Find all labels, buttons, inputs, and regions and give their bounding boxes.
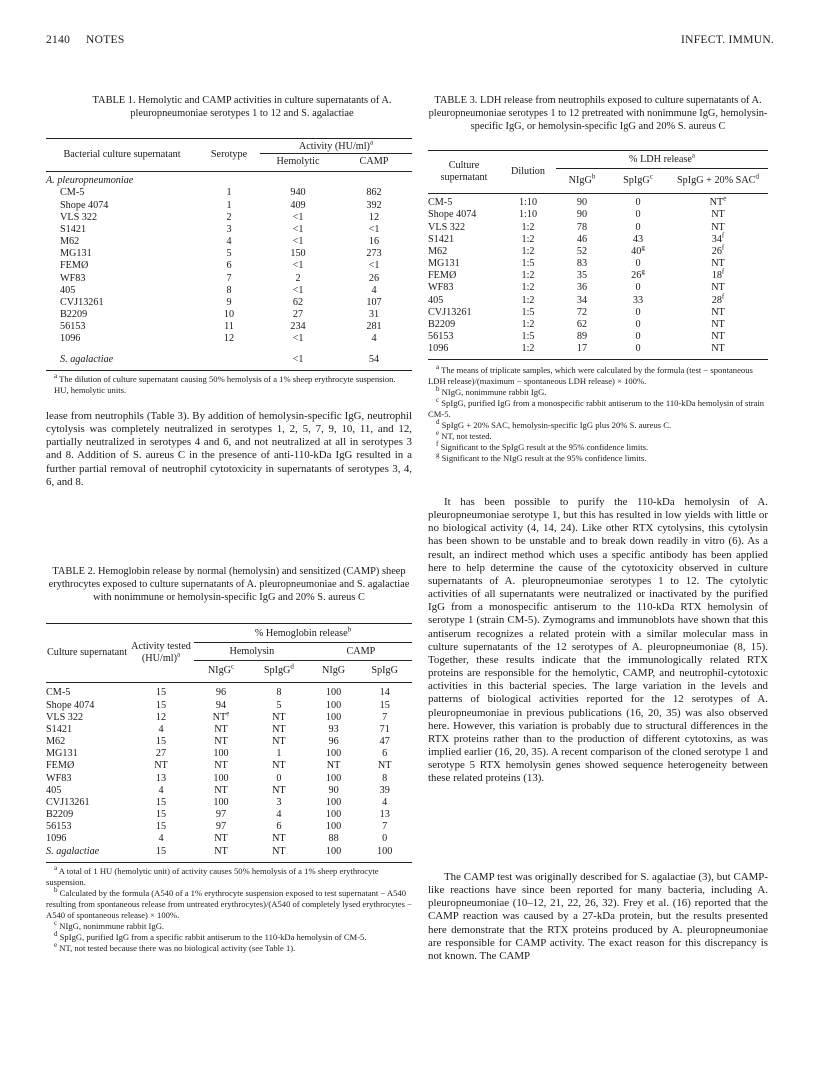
- nigg-cell: 34: [576, 294, 588, 306]
- t2-col-camp: CAMP: [310, 643, 412, 661]
- camp-spigg-cell: 7: [382, 711, 388, 723]
- nigg-cell: 89: [576, 331, 588, 343]
- activity-cell: 4: [158, 723, 164, 735]
- activity-cell: 15: [155, 699, 167, 711]
- strain-cell: VLS 322: [428, 221, 466, 233]
- serotype-cell: 6: [226, 260, 232, 272]
- hemolysin-nigg-cell: NT: [214, 723, 228, 735]
- dilution-cell: 1:5: [521, 306, 535, 318]
- table-row: [46, 333, 412, 345]
- spigg-cell: 33: [632, 294, 644, 306]
- strain-cell: VLS 322: [60, 211, 98, 223]
- strain-cell: S. agalactiae: [46, 845, 100, 857]
- camp-spigg-cell: 100: [377, 845, 393, 857]
- page-number: 2140: [46, 34, 71, 46]
- t1-row-sag: S. agalactiae <1 54: [60, 353, 380, 365]
- table-row: [46, 760, 412, 772]
- hemolytic-cell: 940: [290, 187, 306, 199]
- t1-col-hemolytic: Hemolytic: [276, 156, 320, 168]
- strain-cell: FEMØ: [46, 760, 75, 772]
- table-row: [46, 809, 412, 821]
- serotype-cell: 5: [226, 248, 232, 260]
- sac-cell: $NT^e$: [709, 194, 727, 209]
- activity-cell: 4: [158, 833, 164, 845]
- t2-col-h-nigg: NIgG$^c$: [207, 662, 235, 677]
- hemolysin-nigg-cell: NT: [214, 784, 228, 796]
- camp-cell: 4: [371, 284, 377, 296]
- strain-cell: M62: [46, 736, 66, 748]
- activity-cell: 15: [155, 809, 167, 821]
- camp-nigg-cell: 88: [328, 833, 339, 845]
- camp-spigg-cell: 13: [379, 809, 390, 821]
- strain-cell: WF83: [46, 772, 72, 784]
- table-row: [428, 222, 768, 234]
- t3-footnotes: $^a$ The means of triplicate samples, which were calculated by the formula (test − spontaneous LDH release)/(maximum − spontaneous LDH release) × 100%. $^b$ NIgG, nonimmune rabbit IgG. $^c$ SpIgG, purified IgG from a monospecific rabbit antiserum to the 110-kDa hemolysin of strain CM-5. $^d$ SpIgG + 20% SAC, hemolysin-specific IgG plus 20% S. aureus C. $^e$ NT, not tested. $^f$ Significant to the SpIgG result at the 95% confidence limits. $^g$ Significant to the NIgG result at the 95% confidence limits.: [428, 363, 765, 464]
- strain-cell: CVJ13261: [428, 306, 472, 318]
- table-row: [46, 200, 412, 212]
- camp-nigg-cell: 100: [325, 772, 342, 784]
- hemolytic-cell: <1: [292, 211, 304, 223]
- strain-cell: WF83: [428, 282, 454, 294]
- hemolytic-cell: <1: [292, 284, 304, 296]
- sac-cell: NT: [711, 258, 725, 270]
- t1-col-activity: Activity $(HU/ml)^a$: [260, 139, 412, 154]
- camp-nigg-cell: 100: [325, 687, 342, 699]
- sac-cell: 34$^f$: [711, 231, 725, 245]
- sac-cell: NT: [711, 343, 725, 355]
- spigg-cell: 43: [632, 233, 644, 245]
- table-row: [46, 309, 412, 321]
- strain-cell: CM-5: [60, 187, 85, 199]
- dilution-cell: 1:2: [521, 343, 535, 355]
- hemolysin-spigg-cell: NT: [272, 711, 286, 723]
- spigg-cell: 26$^g$: [631, 267, 645, 282]
- nigg-cell: 36: [576, 282, 588, 294]
- strain-cell: VLS 322: [46, 711, 84, 723]
- camp-nigg-cell: NT: [326, 760, 341, 772]
- nigg-cell: 90: [576, 209, 588, 221]
- sac-cell: 28$^f$: [711, 292, 725, 306]
- hemolytic-cell: 409: [290, 199, 306, 211]
- table-row: [428, 246, 768, 258]
- strain-cell: 56153: [46, 821, 72, 833]
- strain-cell: WF83: [60, 272, 86, 284]
- sac-cell: NT: [711, 221, 725, 233]
- serotype-cell: 8: [226, 284, 232, 296]
- strain-cell: Shope 4074: [46, 699, 95, 711]
- hemolytic-cell: 150: [290, 248, 306, 260]
- hemolytic-cell: 27: [292, 309, 304, 321]
- sac-cell: NT: [711, 209, 725, 221]
- activity-cell: 15: [155, 845, 167, 857]
- dilution-cell: 1:10: [518, 197, 538, 209]
- hemolysin-nigg-cell: NT: [214, 845, 228, 857]
- table-row: [428, 197, 768, 209]
- t3-col-supernatant: Culture supernatant: [440, 160, 488, 184]
- activity-cell: 27: [155, 748, 167, 760]
- dilution-cell: 1:2: [521, 282, 535, 294]
- right-paragraph-1: It has been possible to purify the 110-kDa hemolysin of A. pleuropneumoniae serotype 1, but this has resulted in low yields with little or no biological activity (4, 14, 24). Like other RTX cytolysins, this cytolysin has been shown to be unstable and to break down readily in vitro (6). As a result, an indirect method which uses a specific antibody has been applied here to help determine the cause of the cytotoxicity observed in culture supernatants of A. pleuropneumoniae serotypes 1 to 12. The cytolytic activities of all supernatants were neutralized or inactivated by the purified IgG from a monospecific antiserum to the 110-kDa RTX hemolysin of serotype 1 (strain CM-5). Zymograms and immunoblots have shown that this antiserum recognizes a related protein with a similar molecular mass in culture supernatants of the 12 serotypes of A. pleuropneumoniae (8, 15). Together, these results indicate that the immunologically related RTX proteins are responsible for the hemolytic, CAMP, and neutrophil-cytotoxic activities in this bacterial species. The large variation in the levels and patterns of biological activities reported for the 12 serotypes of A. pleuropneumoniae in previous publications (16, 20, 35) was also observed here. However, this variation is probably due to structural differences in the RTX proteins rather than to the production of different cytotoxins, as was implied earlier (16, 20, 35). A recent comparison of the cloned serotype 1 and serotype 5 RTX hemolysin genes showed sequence heterogeneity between these related proteins (13).: [428, 496, 768, 785]
- activity-cell: 15: [155, 687, 167, 699]
- hemolysin-spigg-cell: NT: [272, 845, 286, 857]
- camp-cell: 281: [366, 321, 382, 333]
- camp-spigg-cell: 71: [379, 723, 390, 735]
- hemolytic-cell: <1: [292, 260, 304, 272]
- strain-cell: CM-5: [428, 197, 453, 209]
- t2-col-c-spigg: SpIgG: [371, 665, 398, 677]
- table-row: [428, 331, 768, 343]
- serotype-cell: 1: [226, 199, 232, 211]
- camp-cell: 16: [368, 236, 380, 248]
- t3-col-spigg: SpIgG$^c$: [623, 172, 653, 187]
- hemolysin-spigg-cell: NT: [272, 760, 286, 772]
- serotype-cell: 9: [226, 296, 232, 308]
- table-row: [428, 270, 768, 282]
- camp-cell: 4: [371, 333, 377, 345]
- table-row: [46, 797, 412, 809]
- table-row: [428, 258, 768, 270]
- table-row: [428, 319, 768, 331]
- hemolysin-nigg-cell: NT: [214, 760, 228, 772]
- camp-spigg-cell: 47: [379, 736, 390, 748]
- dilution-cell: 1:10: [518, 209, 538, 221]
- table-row: [428, 295, 768, 307]
- hemolysin-spigg-cell: 4: [276, 809, 282, 821]
- t1-group-label: A. pleuropneumoniae: [46, 175, 134, 187]
- table2: [46, 623, 412, 954]
- t3-col-nigg: NIgG$^b$: [568, 172, 596, 187]
- activity-cell: 15: [155, 736, 167, 748]
- spigg-cell: 0: [635, 331, 641, 343]
- t2-footnotes: $^a$ A total of 1 HU (hemolytic unit) of activity causes 50% hemolysis of a 1% sheep erythrocyte suspension. $^b$ Calculated by the formula (A540 of a 1% erythrocyte suspension exposed to test supernatant − A540 resulting from spontaneous release from untreated erythrocytes)/(A540 of completely lysed erythrocytes − A540 of spontaneous release) × 100%. $^c$ NIgG, nonimmune rabbit IgG. $^d$ SpIgG, purified IgG from a specific rabbit antiserum to the 110-kDa hemolysin of CM-5. $^e$ NT, not tested because there was no biological activity (see Table 1).: [46, 863, 412, 953]
- strain-cell: MG131: [428, 258, 460, 270]
- nigg-cell: 35: [576, 270, 588, 282]
- activity-cell: 13: [155, 772, 167, 784]
- hemolysin-nigg-cell: 96: [215, 687, 227, 699]
- hemolysin-spigg-cell: 5: [276, 699, 282, 711]
- serotype-cell: 7: [226, 272, 232, 284]
- table1-caption: TABLE 1. Hemolytic and CAMP activities in culture supernatants of A. pleuropneumoniae serotypes 1 to 12 and S. agalactiae: [92, 95, 392, 120]
- hemolysin-spigg-cell: 0: [276, 772, 282, 784]
- nigg-cell: 72: [576, 306, 588, 318]
- t1-col-supernatant: Bacterial culture supernatant: [63, 149, 181, 161]
- camp-spigg-cell: 8: [382, 772, 388, 784]
- strain-cell: 1096: [46, 833, 67, 845]
- strain-cell: 1096: [428, 343, 449, 355]
- camp-spigg-cell: 4: [382, 796, 388, 808]
- strain-cell: B2209: [428, 318, 456, 330]
- dilution-cell: 1:2: [521, 270, 535, 282]
- strain-cell: 56153: [428, 331, 454, 343]
- strain-cell: B2209: [60, 309, 88, 321]
- spigg-cell: 0: [635, 282, 641, 294]
- hemolytic-cell: <1: [292, 333, 304, 345]
- strain-cell: M62: [60, 236, 80, 248]
- hemolysin-spigg-cell: NT: [272, 784, 286, 796]
- nigg-cell: 83: [576, 258, 588, 270]
- nigg-cell: 46: [576, 233, 588, 245]
- hemolysin-spigg-cell: NT: [272, 833, 286, 845]
- strain-cell: S1421: [60, 223, 87, 235]
- dilution-cell: 1:2: [521, 221, 535, 233]
- table-row: [428, 282, 768, 294]
- t2-col-supernatant: Culture supernatant: [46, 647, 128, 659]
- hemolysin-nigg-cell: NT: [214, 736, 228, 748]
- dilution-cell: 1:2: [521, 245, 535, 257]
- table1: [46, 138, 412, 396]
- table-row: [46, 236, 412, 248]
- table3-caption: TABLE 3. LDH release from neutrophils exposed to culture supernatants of A. pleuropneumoniae serotypes 1 to 12 pretreated with nonimmune IgG, hemolysin-specific IgG, or hemolysin-specific IgG and 20% S. aureus C: [428, 95, 768, 133]
- nigg-cell: 52: [576, 245, 588, 257]
- sac-cell: NT: [711, 318, 725, 330]
- spigg-cell: 40$^g$: [631, 243, 645, 257]
- t1-footnote-a: $^a$ The dilution of culture supernatant causing 50% hemolysis of a 1% sheep erythrocyte suspension. HU, hemolytic units.: [54, 371, 396, 395]
- strain-cell: B2209: [46, 809, 74, 821]
- table2-caption: TABLE 2. Hemoglobin release by normal (hemolysin) and sensitized (CAMP) sheep erythrocytes exposed to culture supernatants of A. pleuropneumoniae and S. agalactiae with nonimmune or hemolysin-specific IgG and 20% S. aureus C: [48, 566, 410, 604]
- sac-cell: NT: [711, 331, 725, 343]
- serotype-cell: 1: [226, 187, 232, 199]
- serotype-cell: 2: [226, 211, 232, 223]
- table-row: [428, 209, 768, 221]
- activity-cell: 4: [158, 784, 164, 796]
- camp-nigg-cell: 93: [328, 723, 339, 735]
- spigg-cell: 0: [635, 343, 641, 355]
- table-row: [46, 297, 412, 309]
- camp-spigg-cell: NT: [377, 760, 392, 772]
- sac-cell: NT: [711, 282, 725, 294]
- nigg-cell: 17: [576, 343, 588, 355]
- hemolysin-spigg-cell: 1: [276, 748, 282, 760]
- camp-cell: <1: [368, 223, 380, 235]
- activity-cell: 12: [155, 711, 167, 723]
- camp-nigg-cell: 100: [325, 699, 342, 711]
- sac-cell: 26$^f$: [711, 243, 725, 257]
- serotype-cell: 4: [226, 236, 232, 248]
- t1-col-camp: CAMP: [359, 156, 389, 168]
- hemolysin-nigg-cell: $NT^e$: [212, 709, 230, 723]
- hemolysin-spigg-cell: NT: [272, 736, 286, 748]
- table3: [428, 150, 768, 464]
- camp-nigg-cell: 96: [328, 736, 339, 748]
- sac-cell: 18$^f$: [711, 267, 725, 282]
- spigg-cell: 0: [635, 221, 641, 233]
- activity-cell: 15: [155, 796, 167, 808]
- serotype-cell: 11: [224, 321, 234, 333]
- t2-col-c-nigg: NIgG: [321, 665, 346, 677]
- left-paragraph: lease from neutrophils (Table 3). By addition of hemolysin-specific IgG, neutrophil cytolysis was completely neutralized in serotypes 1, 2, 5, 7, 9, 10, 11, and 12, partially neutralized in serotypes 4 and 6, and not neutralized at all in serotypes 3 and 8. Addition of S. aureus C in the presence of anti-110-kDa IgG resulted in a further partial removal of neutrophil cytotoxicity in supernatants of serotypes 3, 4, 6, and 8.: [46, 410, 412, 488]
- dilution-cell: 1:2: [521, 294, 535, 306]
- t3-col-dilution: Dilution: [511, 166, 545, 178]
- table-row: [46, 687, 412, 699]
- camp-cell: <1: [368, 260, 380, 272]
- hemolytic-cell: <1: [292, 236, 304, 248]
- table-row: [46, 187, 412, 199]
- hemolytic-cell: 62: [292, 296, 304, 308]
- camp-spigg-cell: 7: [382, 821, 388, 833]
- table-row: [46, 833, 412, 845]
- camp-cell: 26: [368, 272, 380, 284]
- hemolysin-nigg-cell: 97: [215, 809, 227, 821]
- strain-cell: 405: [46, 784, 62, 796]
- camp-cell: 12: [368, 211, 380, 223]
- hemolytic-cell: <1: [292, 223, 304, 235]
- table-row: [46, 773, 412, 785]
- table-row: [46, 846, 412, 858]
- nigg-cell: 90: [576, 197, 588, 209]
- table-row: [46, 785, 412, 797]
- serotype-cell: 12: [223, 333, 235, 345]
- strain-cell: S1421: [428, 233, 455, 245]
- activity-cell: NT: [154, 760, 168, 772]
- right-paragraph-2: The CAMP test was originally described for S. agalactiae (3), but CAMP-like reactions have since been reported for many bacteria, including A. pleuropneumoniae (10–12, 21, 22, 26, 32). Frey et al. (16) reported that the CAMP reaction was caused by a 27-kDa protein, but the results presented here demonstrate that the RTX proteins produced by A. pleuropneumoniae are responsible for CAMP activity. The exact reason for this discrepancy is not known. The CAMP: [428, 871, 768, 962]
- camp-spigg-cell: 0: [382, 833, 388, 845]
- hemolysin-spigg-cell: NT: [272, 723, 286, 735]
- serotype-cell: 3: [226, 223, 232, 235]
- table-row: [46, 285, 412, 297]
- hemolysin-spigg-cell: 8: [276, 687, 282, 699]
- dilution-cell: 1:2: [521, 318, 535, 330]
- camp-cell: 392: [366, 199, 382, 211]
- strain-cell: 405: [428, 294, 444, 306]
- hemolysin-nigg-cell: 100: [213, 748, 229, 760]
- camp-nigg-cell: 100: [325, 796, 342, 808]
- strain-cell: MG131: [46, 748, 78, 760]
- hemolysin-spigg-cell: 6: [276, 821, 282, 833]
- camp-cell: 273: [366, 248, 382, 260]
- spigg-cell: 0: [635, 209, 641, 221]
- t3-col-release: % LDH release$^a$: [556, 151, 768, 169]
- table-row: [428, 307, 768, 319]
- camp-cell: 862: [366, 187, 382, 199]
- hemolytic-cell: 234: [290, 321, 306, 333]
- strain-cell: Shope 4074: [60, 199, 109, 211]
- hemolysin-nigg-cell: 97: [215, 821, 227, 833]
- table-row: [46, 821, 412, 833]
- strain-cell: CVJ13261: [46, 796, 90, 808]
- camp-spigg-cell: 39: [379, 784, 390, 796]
- strain-cell: Shope 4074: [428, 209, 477, 221]
- table-row: [46, 321, 412, 333]
- table-row: [46, 248, 412, 260]
- camp-nigg-cell: 100: [325, 809, 342, 821]
- strain-cell: S1421: [46, 723, 73, 735]
- hemolysin-spigg-cell: 3: [276, 796, 282, 808]
- camp-cell: 107: [366, 296, 382, 308]
- table-row: [428, 343, 768, 355]
- dilution-cell: 1:2: [521, 233, 535, 245]
- strain-cell: CM-5: [46, 687, 71, 699]
- camp-nigg-cell: 90: [328, 784, 339, 796]
- hemolysin-nigg-cell: 100: [213, 772, 229, 784]
- nigg-cell: 78: [576, 221, 588, 233]
- table-row: [46, 736, 412, 748]
- camp-spigg-cell: 15: [379, 699, 390, 711]
- strain-cell: 405: [60, 284, 76, 296]
- hemolysin-nigg-cell: 94: [215, 699, 227, 711]
- table-row: [46, 724, 412, 736]
- hemolytic-cell: 2: [295, 272, 301, 284]
- table-row: [46, 260, 412, 272]
- spigg-cell: 0: [635, 258, 641, 270]
- table-row: [46, 273, 412, 285]
- strain-cell: FEMØ: [60, 260, 89, 272]
- camp-nigg-cell: 100: [325, 821, 342, 833]
- strain-cell: M62: [428, 245, 448, 257]
- dilution-cell: 1:5: [521, 258, 535, 270]
- strain-cell: CVJ13261: [60, 296, 104, 308]
- camp-nigg-cell: 100: [325, 748, 342, 760]
- camp-spigg-cell: 6: [382, 748, 388, 760]
- hemolysin-nigg-cell: 100: [213, 796, 229, 808]
- section-title: NOTES: [86, 34, 125, 46]
- spigg-cell: 0: [635, 306, 641, 318]
- t2-col-h-spigg: SpIgG$^d$: [263, 662, 294, 677]
- camp-spigg-cell: 14: [379, 687, 390, 699]
- dilution-cell: 1:5: [521, 331, 535, 343]
- table-row: [46, 712, 412, 724]
- t2-col-hemolysin: Hemolysin: [194, 643, 310, 661]
- camp-nigg-cell: 100: [325, 845, 342, 857]
- serotype-cell: 10: [223, 309, 235, 321]
- table-row: [46, 748, 412, 760]
- strain-cell: 1096: [60, 333, 81, 345]
- strain-cell: FEMØ: [428, 270, 457, 282]
- camp-nigg-cell: 100: [325, 711, 342, 723]
- t3-col-sac: SpIgG + 20% SAC$^d$: [677, 172, 759, 187]
- table-row: [46, 224, 412, 236]
- t1-col-serotype: Serotype: [210, 149, 248, 161]
- spigg-cell: 0: [635, 197, 641, 209]
- strain-cell: 56153: [60, 321, 86, 333]
- nigg-cell: 62: [576, 318, 588, 330]
- journal-name: INFECT. IMMUN.: [681, 34, 775, 46]
- camp-cell: 31: [368, 309, 380, 321]
- table-row: [46, 212, 412, 224]
- hemolysin-nigg-cell: NT: [214, 833, 228, 845]
- activity-cell: 15: [155, 821, 167, 833]
- table-row: [428, 234, 768, 246]
- t2-col-release: % Hemoglobin release$^b$: [194, 624, 412, 643]
- strain-cell: MG131: [60, 248, 92, 260]
- sac-cell: NT: [711, 306, 725, 318]
- t2-col-activity: Activity tested $(HU/ml)^a$: [131, 641, 191, 665]
- spigg-cell: 0: [635, 318, 641, 330]
